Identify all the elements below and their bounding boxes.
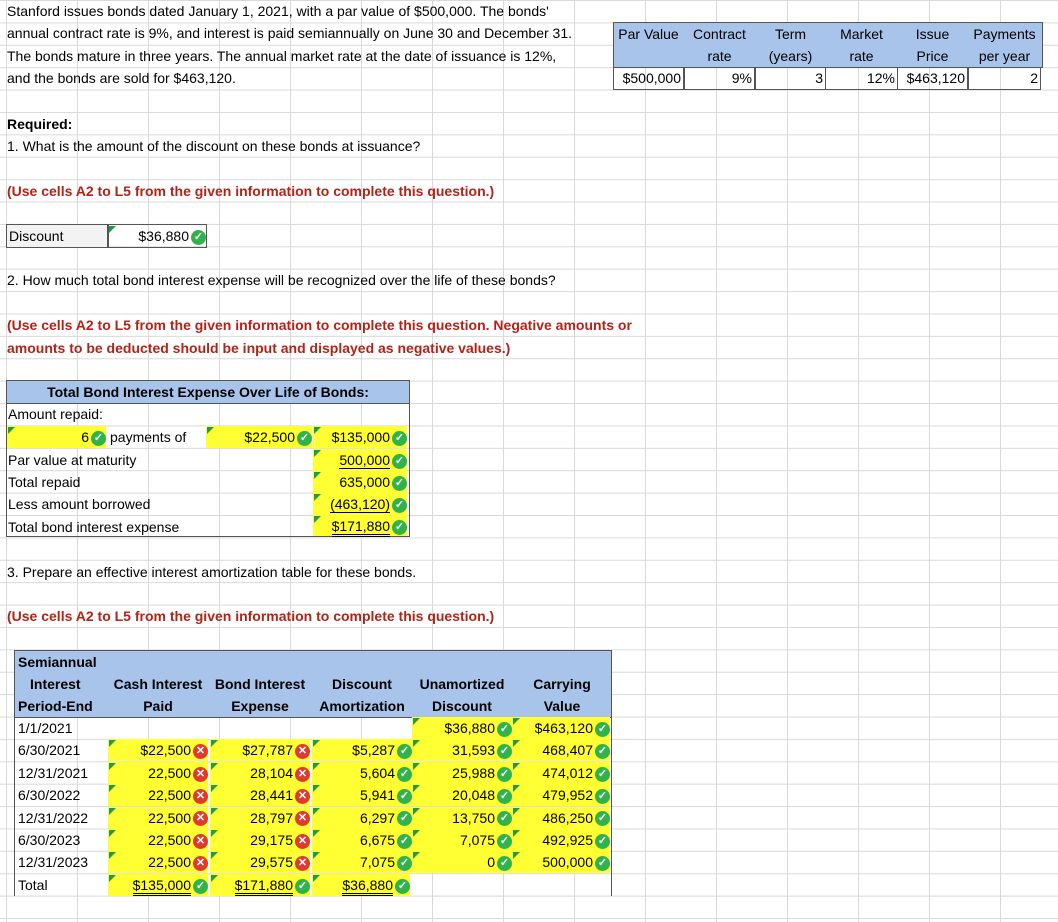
check-circle-icon: ✓ xyxy=(395,879,410,894)
period-cell: 6/30/2022 xyxy=(18,787,81,804)
amort-cell[interactable] xyxy=(312,717,412,739)
x-circle-icon: ✕ xyxy=(295,789,310,804)
intro-line-1: Stanford issues bonds dated January 1, 2021, with a par value of $500,000. The bonds' xyxy=(7,3,549,19)
carrying-cell[interactable] xyxy=(512,851,610,873)
amort-value: 7,075 xyxy=(359,854,395,871)
q2-instruction-line-1: (Use cells A2 to L5 from the given information to complete this question. Negative amounts or xyxy=(7,317,632,333)
cash-cell[interactable] xyxy=(108,807,208,829)
cash-cell[interactable] xyxy=(108,851,208,873)
total-amort-value: $36,880 xyxy=(342,877,393,896)
q1-question: 1. What is the amount of the discount on these bonds at issuance? xyxy=(7,138,421,154)
total-expense-col-cell[interactable] xyxy=(210,874,310,896)
carrying-value: 500,000 xyxy=(542,854,593,871)
amort-cell[interactable] xyxy=(312,851,412,873)
check-circle-icon: ✓ xyxy=(595,811,610,826)
given-header-payments[interactable]: Payments per year xyxy=(973,26,1036,64)
q2-question: 2. How much total bond interest expense will be recognized over the life of these bonds? xyxy=(7,272,556,288)
given-payments[interactable]: 2 xyxy=(968,67,1041,90)
payment-amount-cell[interactable] xyxy=(206,426,312,448)
check-circle-icon: ✓ xyxy=(397,856,412,871)
amount-repaid-label: Amount repaid: xyxy=(8,406,103,422)
total-row-label: Total xyxy=(18,877,48,893)
given-term[interactable]: 3 xyxy=(755,67,826,90)
check-circle-icon: ✓ xyxy=(595,856,610,871)
check-circle-icon: ✓ xyxy=(497,722,512,737)
total-cash-value: $135,000 xyxy=(133,877,191,896)
carrying-cell[interactable] xyxy=(512,717,610,739)
given-par-value[interactable]: $500,000 xyxy=(613,67,684,90)
expense-cell[interactable] xyxy=(210,717,310,739)
cash-value: 22,500 xyxy=(148,764,191,781)
carrying-value: 492,925 xyxy=(542,832,593,848)
given-header-term[interactable]: Term (years) xyxy=(768,26,813,64)
cash-value: $22,500 xyxy=(140,742,191,759)
cash-cell[interactable] xyxy=(108,717,208,739)
check-circle-icon: ✓ xyxy=(193,879,208,894)
expense-cell[interactable] xyxy=(210,739,310,761)
unamort-cell[interactable] xyxy=(412,829,512,851)
check-circle-icon: ✓ xyxy=(392,476,407,491)
payments-total-cell[interactable] xyxy=(313,426,407,448)
carrying-value: 474,012 xyxy=(542,764,593,781)
cash-cell[interactable] xyxy=(108,762,208,784)
num-payments-value: 6 xyxy=(81,429,89,445)
discount-answer-cell[interactable] xyxy=(107,224,207,248)
x-circle-icon: ✕ xyxy=(193,767,208,782)
expense-value: 28,441 xyxy=(250,787,293,804)
period-cell: 12/31/2023 xyxy=(18,854,89,871)
x-circle-icon: ✕ xyxy=(193,744,208,759)
header-period[interactable]: Semiannual Interest Period-End xyxy=(18,654,97,714)
check-circle-icon: ✓ xyxy=(91,431,106,446)
x-circle-icon: ✕ xyxy=(295,767,310,782)
unamort-cell[interactable] xyxy=(412,851,512,873)
check-circle-icon: ✓ xyxy=(392,431,407,446)
x-circle-icon: ✕ xyxy=(193,811,208,826)
carrying-value: 479,952 xyxy=(542,787,593,804)
check-circle-icon: ✓ xyxy=(397,811,412,826)
cash-value: 22,500 xyxy=(148,832,191,848)
total-repaid-cell[interactable] xyxy=(313,471,407,493)
unamort-cell[interactable] xyxy=(412,717,512,739)
cash-value: 22,500 xyxy=(148,809,191,826)
check-circle-icon: ✓ xyxy=(297,431,312,446)
total-cash-cell[interactable] xyxy=(108,874,208,896)
check-circle-icon: ✓ xyxy=(595,767,610,782)
payments-of-label: payments of xyxy=(110,429,187,445)
expense-value: 29,175 xyxy=(250,832,293,848)
total-expense-cell[interactable] xyxy=(313,515,407,536)
amort-value: 5,941 xyxy=(359,787,395,804)
expense-value: $27,787 xyxy=(242,742,293,759)
period-cell: 12/31/2022 xyxy=(18,809,89,826)
cash-cell[interactable] xyxy=(108,784,208,806)
cash-value: 22,500 xyxy=(148,854,191,871)
q3-instruction: (Use cells A2 to L5 from the given information to complete this question.) xyxy=(7,608,495,624)
header-cash-interest[interactable]: Cash Interest Paid xyxy=(113,676,203,714)
amort-value: 5,604 xyxy=(359,764,395,781)
carrying-cell[interactable] xyxy=(512,739,610,761)
payments-total-value: $135,000 xyxy=(331,429,390,445)
x-circle-icon: ✕ xyxy=(193,856,208,871)
check-circle-icon: ✓ xyxy=(497,767,512,782)
check-circle-icon: ✓ xyxy=(497,744,512,759)
period-cell: 1/1/2021 xyxy=(18,720,73,736)
num-payments-cell[interactable] xyxy=(7,426,106,448)
intro-line-4: and the bonds are sold for $463,120. xyxy=(7,70,236,86)
check-circle-icon: ✓ xyxy=(595,744,610,759)
unamort-value: 20,048 xyxy=(452,787,495,804)
unamort-cell[interactable] xyxy=(412,784,512,806)
x-circle-icon: ✕ xyxy=(193,789,208,804)
check-circle-icon: ✓ xyxy=(191,230,206,245)
check-circle-icon: ✓ xyxy=(392,520,407,535)
given-header-market-rate[interactable]: Market rate xyxy=(840,26,883,64)
given-header-contract-rate[interactable]: Contract rate xyxy=(693,26,746,64)
unamort-cell[interactable] xyxy=(412,807,512,829)
unamort-cell[interactable] xyxy=(412,739,512,761)
par-value-value: 500,000 xyxy=(339,452,390,468)
given-header-issue-price[interactable]: Issue Price xyxy=(915,26,950,64)
check-circle-icon: ✓ xyxy=(397,767,412,782)
carrying-value: 486,250 xyxy=(542,809,593,826)
check-circle-icon: ✓ xyxy=(497,789,512,804)
expense-cell[interactable] xyxy=(210,851,310,873)
q3-question: 3. Prepare an effective interest amortization table for these bonds. xyxy=(7,564,417,580)
required-heading: Required: xyxy=(7,116,73,132)
unamort-value: 7,075 xyxy=(459,832,495,848)
cash-value: 22,500 xyxy=(148,787,191,804)
check-circle-icon: ✓ xyxy=(497,856,512,871)
expense-cell[interactable] xyxy=(210,762,310,784)
x-circle-icon: ✕ xyxy=(193,834,208,849)
expense-value: 28,104 xyxy=(250,764,293,781)
expense-cell[interactable] xyxy=(210,807,310,829)
discount-value: $36,880 xyxy=(138,228,189,244)
header-carrying-value[interactable]: Carrying Value xyxy=(533,676,591,714)
check-circle-icon: ✓ xyxy=(295,879,310,894)
amort-value: 6,297 xyxy=(359,809,395,826)
expense-cell[interactable] xyxy=(210,829,310,851)
x-circle-icon: ✕ xyxy=(295,811,310,826)
header-bond-interest[interactable]: Bond Interest Expense xyxy=(214,676,306,714)
given-header-par-value[interactable]: Par Value xyxy=(618,26,679,42)
check-circle-icon: ✓ xyxy=(595,834,610,849)
amort-cell[interactable] xyxy=(312,784,412,806)
check-circle-icon: ✓ xyxy=(497,811,512,826)
less-borrowed-value: (463,120) xyxy=(330,496,390,512)
carrying-cell[interactable] xyxy=(512,829,610,851)
expense-value: 29,575 xyxy=(250,854,293,871)
unamort-value: 25,988 xyxy=(452,764,495,781)
total-repaid-label: Total repaid xyxy=(8,474,81,490)
cash-cell[interactable] xyxy=(108,739,208,761)
given-market-rate[interactable]: 12% xyxy=(826,67,897,90)
check-circle-icon: ✓ xyxy=(392,498,407,513)
unamort-value: 13,750 xyxy=(452,809,495,826)
period-cell: 6/30/2021 xyxy=(18,742,81,759)
given-issue-price[interactable]: $463,120 xyxy=(897,67,968,90)
period-cell: 12/31/2021 xyxy=(18,764,89,781)
amort-cell[interactable] xyxy=(312,807,412,829)
header-discount-amort[interactable]: Discount Amortization xyxy=(319,676,405,714)
x-circle-icon: ✕ xyxy=(295,834,310,849)
unamort-value: $36,880 xyxy=(444,720,495,736)
par-value-cell[interactable] xyxy=(313,449,407,471)
given-contract-rate[interactable]: 9% xyxy=(684,67,755,90)
x-circle-icon: ✕ xyxy=(295,856,310,871)
amort-value: 6,675 xyxy=(359,832,395,848)
check-circle-icon: ✓ xyxy=(595,789,610,804)
total-expense-value: $171,880 xyxy=(332,518,390,537)
total-expense-col-value: $171,880 xyxy=(235,877,293,896)
total-expense-label: Total bond interest expense xyxy=(8,519,180,535)
check-circle-icon: ✓ xyxy=(397,789,412,804)
check-circle-icon: ✓ xyxy=(397,744,412,759)
period-cell: 6/30/2023 xyxy=(18,832,81,848)
total-repaid-value: 635,000 xyxy=(339,474,390,490)
discount-label: Discount xyxy=(6,224,109,248)
unamort-cell[interactable] xyxy=(412,762,512,784)
total-amort-cell[interactable] xyxy=(312,874,410,896)
cash-cell[interactable] xyxy=(108,829,208,851)
less-borrowed-cell[interactable] xyxy=(313,493,407,515)
carrying-cell[interactable] xyxy=(512,784,610,806)
x-circle-icon: ✕ xyxy=(295,744,310,759)
q2-table-title: Total Bond Interest Expense Over Life of Bonds: xyxy=(6,380,410,404)
less-borrowed-label: Less amount borrowed xyxy=(8,496,151,512)
intro-line-3: The bonds mature in three years. The annual market rate at the date of issuance is 12%, xyxy=(7,48,557,64)
header-unamortized[interactable]: Unamortized Discount xyxy=(419,676,505,714)
carrying-cell[interactable] xyxy=(512,807,610,829)
intro-line-2: annual contract rate is 9%, and interest is paid semiannually on June 30 and December 31. xyxy=(7,25,573,41)
carrying-value: $463,120 xyxy=(534,720,593,736)
unamort-value: 0 xyxy=(487,854,495,871)
check-circle-icon: ✓ xyxy=(595,722,610,737)
check-circle-icon: ✓ xyxy=(392,454,407,469)
check-circle-icon: ✓ xyxy=(397,834,412,849)
par-value-label: Par value at maturity xyxy=(8,452,137,468)
amort-cell[interactable] xyxy=(312,762,412,784)
payment-amount-value: $22,500 xyxy=(244,429,295,445)
q2-instruction-line-2: amounts to be deducted should be input and displayed as negative values.) xyxy=(7,340,511,356)
amort-cell[interactable] xyxy=(312,739,412,761)
amort-value: $5,287 xyxy=(352,742,395,759)
unamort-value: 31,593 xyxy=(452,742,495,759)
carrying-cell[interactable] xyxy=(512,762,610,784)
expense-value: 28,797 xyxy=(250,809,293,826)
amort-cell[interactable] xyxy=(312,829,412,851)
check-circle-icon: ✓ xyxy=(497,834,512,849)
q1-instruction: (Use cells A2 to L5 from the given information to complete this question.) xyxy=(7,183,495,199)
expense-cell[interactable] xyxy=(210,784,310,806)
carrying-value: 468,407 xyxy=(542,742,593,759)
